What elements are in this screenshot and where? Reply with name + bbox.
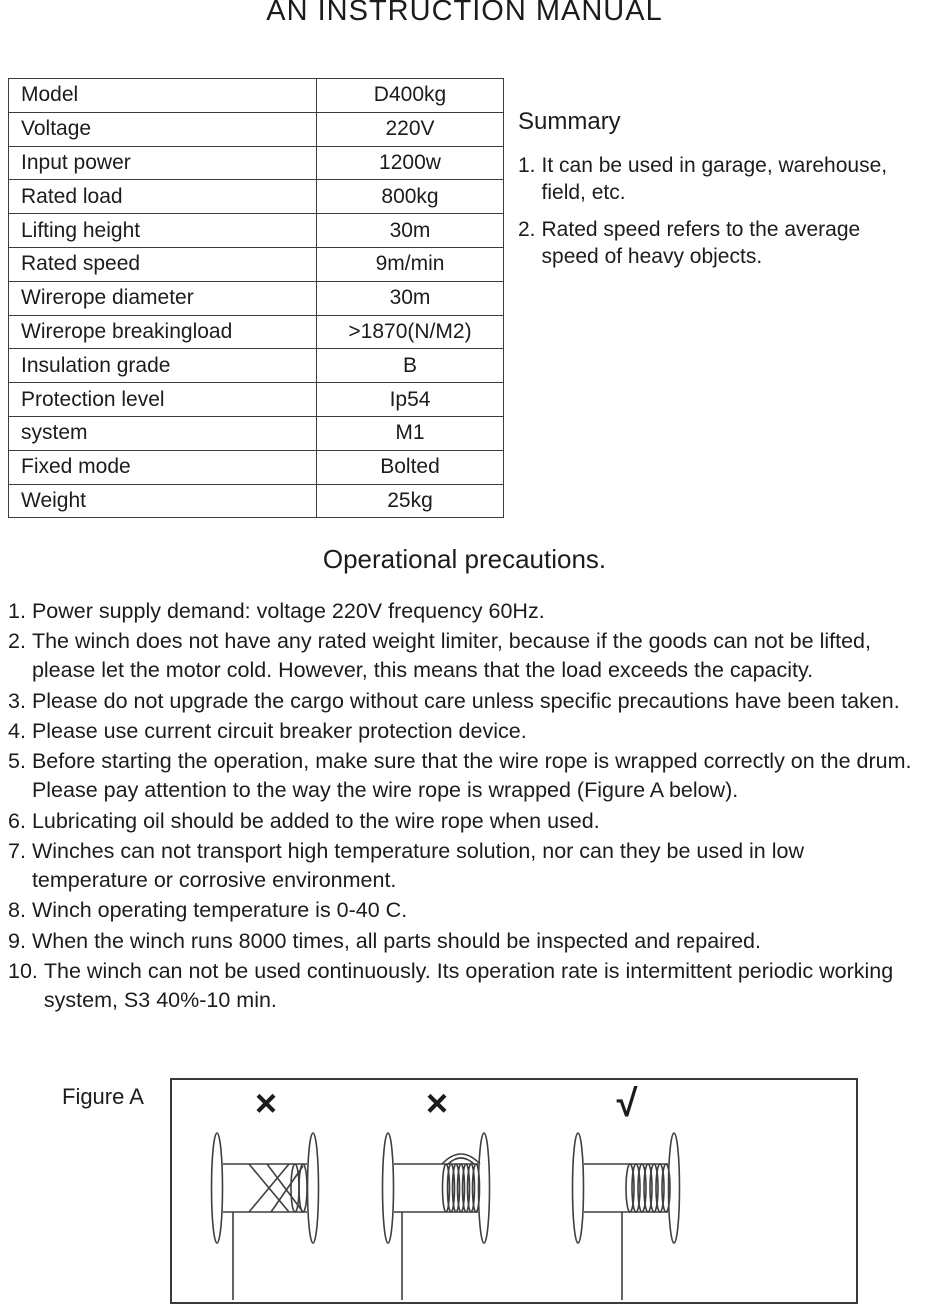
item-number: 9.: [8, 928, 26, 953]
spec-value: 1200w: [317, 146, 504, 180]
table-row: [9, 349, 504, 383]
spec-table: [8, 78, 504, 518]
summary-item-text: It can be used in garage, warehouse, field, etc.: [541, 154, 888, 205]
list-item: [8, 957, 922, 1015]
summary-item-number: 2.: [518, 217, 536, 241]
spec-label: Rated speed: [9, 247, 317, 281]
summary-item: [518, 216, 922, 271]
spec-label: Wirerope diameter: [9, 281, 317, 315]
item-number: 1.: [8, 599, 26, 623]
table-row: [9, 180, 504, 214]
list-item: [8, 627, 922, 685]
spec-label: Wirerope breakingload: [9, 315, 317, 349]
table-row: [9, 383, 504, 417]
table-row: [9, 214, 504, 248]
spec-value: 25kg: [317, 484, 504, 518]
list-item: [8, 597, 922, 626]
item-text: Please do not upgrade the cargo without care unless specific precautions have been taken.: [31, 688, 900, 713]
cross-mark-icon: ×: [254, 1083, 278, 1125]
spec-value: Bolted: [317, 450, 504, 484]
spec-value: 9m/min: [317, 247, 504, 281]
item-text: Before starting the operation, make sure that the wire rope is wrapped correctly on the drum. Please pay attention to the way the wire rope is wrapped (Figure A below).: [31, 749, 912, 803]
spec-label: Protection level: [9, 383, 317, 417]
table-row: [9, 79, 504, 113]
item-number: 10.: [8, 958, 38, 983]
summary-item-text: Rated speed refers to the average speed of heavy objects.: [541, 217, 861, 268]
list-item: [8, 896, 922, 925]
item-text: The winch can not be used continuously. Its operation rate is intermittent periodic working system, S3 40%-10 min.: [43, 958, 894, 1013]
item-text: Winch operating temperature is 0-40 C.: [31, 898, 408, 923]
item-number: 7.: [8, 838, 26, 863]
figure-example-wrong-2: [357, 1084, 517, 1302]
item-number: 6.: [8, 808, 26, 833]
spec-value: 30m: [317, 281, 504, 315]
table-row: [9, 146, 504, 180]
spec-value: B: [317, 349, 504, 383]
precautions-heading: Operational precautions.: [322, 544, 607, 574]
table-row: [9, 315, 504, 349]
figure-example-correct: [547, 1084, 707, 1302]
item-text: The winch does not have any rated weight limiter, because if the goods can not be lifted, please let the motor cold. However, this means that the load exceeds the capacity.: [31, 629, 871, 683]
spec-label: Lifting height: [9, 214, 317, 248]
list-item: [8, 687, 922, 716]
item-number: 5.: [8, 749, 26, 774]
spec-label: Weight: [9, 484, 317, 518]
table-row: [9, 416, 504, 450]
cross-mark-icon: ×: [425, 1083, 449, 1125]
item-number: 2.: [8, 629, 26, 654]
table-row: [9, 247, 504, 281]
item-text: When the winch runs 8000 times, all parts should be inspected and repaired.: [31, 928, 761, 953]
list-item: [8, 837, 922, 895]
figure-label: Figure A: [62, 1084, 144, 1109]
item-number: 4.: [8, 718, 26, 743]
figure-example-wrong-1: [186, 1084, 346, 1302]
table-row: [9, 450, 504, 484]
table-row: [9, 484, 504, 518]
spec-label: Voltage: [9, 112, 317, 146]
item-text: Winches can not transport high temperature solution, nor can they be used in low temperature or corrosive environment.: [31, 838, 804, 893]
spec-label: Fixed mode: [9, 450, 317, 484]
spec-value: 220V: [317, 112, 504, 146]
table-row: [9, 281, 504, 315]
spec-value: Ip54: [317, 383, 504, 417]
spec-value: 30m: [317, 214, 504, 248]
figure-box: [170, 1078, 858, 1304]
item-text: Lubricating oil should be added to the wire rope when used.: [31, 808, 600, 833]
summary-heading: Summary: [518, 108, 621, 135]
list-item: [8, 717, 922, 746]
drum-crossed-winding-illustration: [191, 1126, 341, 1302]
summary-section: [518, 108, 922, 279]
item-number: 8.: [8, 898, 26, 923]
spec-value: D400kg: [317, 79, 504, 113]
item-text: Power supply demand: voltage 220V frequency 60Hz.: [31, 599, 545, 623]
list-item: [8, 807, 922, 836]
precautions-list: [8, 597, 922, 1016]
spec-value: M1: [317, 416, 504, 450]
spec-value: >1870(N/M2): [317, 315, 504, 349]
list-item: [8, 747, 922, 805]
drum-bunched-winding-illustration: [362, 1126, 512, 1302]
summary-item-number: 1.: [518, 154, 536, 177]
summary-item: [518, 152, 922, 207]
spec-label: Input power: [9, 146, 317, 180]
spec-label: Rated load: [9, 180, 317, 214]
item-number: 3.: [8, 688, 26, 713]
item-text: Please use current circuit breaker protection device.: [31, 718, 527, 743]
page-title: AN INSTRUCTION MANUAL: [266, 0, 663, 27]
drum-correct-winding-illustration: [552, 1126, 702, 1302]
list-item: [8, 927, 922, 956]
check-mark-icon: √: [616, 1083, 638, 1125]
spec-label: Insulation grade: [9, 349, 317, 383]
spec-label: system: [9, 416, 317, 450]
spec-value: 800kg: [317, 180, 504, 214]
spec-label: Model: [9, 79, 317, 113]
table-row: [9, 112, 504, 146]
